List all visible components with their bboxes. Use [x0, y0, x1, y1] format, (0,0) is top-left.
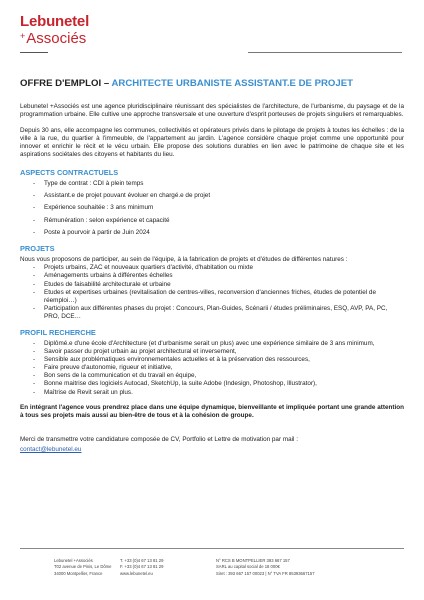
profil-list	[20, 340, 404, 397]
list-item: - Assistant.e de projet pouvant évoluer en chargé.e de projet	[33, 191, 211, 199]
closing-paragraph: En intégrant l'agence vous prendrez place dans une équipe dynamique, bienveillante et impliquée portant une grande attention à tous ses projets mais aussi au bien-être de tous et à la cohésion de groupe.	[20, 403, 404, 419]
footer-contact: T. +33 (0)4 67 13 81 29 F. +33 (0)4 67 13 81 29 www.lebunetel.eu	[120, 558, 164, 576]
list-item: - Bonne maitrise des logiciels Autocad, SketchUp, la suite Adobe (Indesign, Photoshop, Illustrator),	[33, 380, 317, 388]
application-instructions: Merci de transmettre votre candidature composée de CV, Portfolio et Lettre de motivation par mail :	[20, 435, 298, 443]
list-item: - Maîtrise de Revit serait un plus.	[33, 388, 133, 396]
section-heading-projets: PROJETS	[20, 244, 55, 254]
section-heading-profil: PROFIL RECHERCHE	[20, 327, 96, 337]
list-item: - Bon sens de la communication et du travail en équipe,	[33, 372, 197, 380]
list-item: - Poste à pourvoir à partir de Juin 2024	[33, 229, 150, 237]
intro-paragraph-2: Depuis 30 ans, elle accompagne les communes, collectivités et opérateurs privés dans le pilotage de projets à toutes les échelles : de la ville à la rue, du quartier à l'immeuble, de l'appartement au jardin. L'agence considère chaque projet comme une opportunité pour innover et enrichir le récit et le vécu urbain. Elle propose des solutions durables en lien avec le patrimoine de chaque site et les aspirations sociétales des citoyens et habitants du lieu.	[20, 127, 404, 159]
list-item: - Diplômé.e d'une école d'Architecture (et d'urbanisme serait un plus) avec une expérience similaire de 3 ans minimum,	[33, 339, 375, 347]
footer-legal: N° RCS B MONTPELLIER 393 667 157 SARL au capital social de 18 000€ Siret : 393 667 157 00023 | N° TVA FR 85393667157	[216, 558, 315, 576]
list-item: - Etudes de faisabilité architecturale et urbaine	[33, 280, 171, 288]
list-item: - Sensible aux problématiques environnementales actuelles et à la préservation des ressources,	[33, 356, 310, 364]
list-item: - Faire preuve d'autonomie, rigueur et initiative,	[33, 364, 173, 372]
footer-divider	[20, 548, 404, 549]
list-item: - Participation aux différentes phases du projet : Concours, Plan-Guides, Scénarii / études préliminaires, ESQ, AVP, PA, PC, PRO, DCE…	[33, 304, 388, 320]
logo-line2-text: Associés	[26, 30, 87, 47]
job-offer-body	[20, 78, 404, 454]
list-item: - Etudes et expertises urbaines (revitalisation de centres-villes, reconversion d'anciennes friches, études de potentiel de réemploi…)	[33, 288, 376, 304]
section-heading-aspects: ASPECTS CONTRACTUELS	[20, 167, 119, 177]
page-title	[20, 78, 404, 90]
list-item: - Type de contrat : CDI à plein temps	[33, 179, 144, 187]
list-item: - Expérience souhaitée : 3 ans minimum	[33, 204, 154, 212]
logo-underline	[20, 52, 48, 53]
footer-address: Lebunetel +Associés T02 avenue de Pinis, Le Dôme 34000 Montpellier, France	[54, 558, 112, 576]
projets-list	[20, 264, 404, 321]
list-item: - Projets urbains, ZAC et nouveaux quartiers d'activité, d'habitation ou mixte	[33, 264, 254, 272]
aspects-list	[20, 180, 404, 238]
header-divider	[248, 52, 402, 53]
list-item: - Rémunération : selon expérience et capacité	[33, 216, 170, 224]
intro-paragraph-1: Lebunetel +Associés est une agence pluridisciplinaire réunissant des spécialistes de l'architecture, de l'urbanisme, du paysage et de la programmation urbaine. Elle cultive une approche transversale et une ouverture d'esprit porteuses de projets singuliers et remarquables.	[20, 103, 404, 119]
logo-plus: +	[20, 31, 26, 41]
title-prefix: OFFRE D'EMPLOI –	[20, 78, 112, 89]
contact-email-link[interactable]: contact@lebunetel.eu	[20, 445, 82, 453]
logo-line1: Lebunetel	[20, 13, 90, 30]
company-logo	[20, 14, 140, 64]
list-item: - Aménagements urbains à différentes échelles	[33, 272, 173, 280]
logo-line2	[20, 29, 140, 46]
list-item: - Savoir passer du projet urbain au projet architectural et inversement,	[33, 348, 237, 356]
title-highlight: ARCHITECTE URBANISTE ASSISTANT.E DE PROJET	[111, 78, 353, 89]
projets-lead: Nous vous proposons de participer, au sein de l'équipe, à la fabrication de projets et d'études de différentes natures :	[20, 256, 348, 264]
